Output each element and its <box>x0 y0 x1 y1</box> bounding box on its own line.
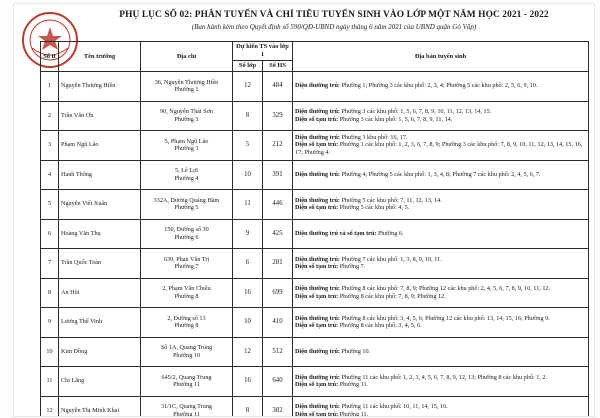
header-area: Địa bàn tuyển sinh <box>293 42 589 72</box>
row-stt: 2 <box>41 101 59 131</box>
row-school: Chi Lăng <box>59 367 141 397</box>
row-classes: 8 <box>233 396 263 416</box>
row-students: 446 <box>263 190 293 220</box>
row-classes: 16 <box>233 367 263 397</box>
row-address: 2, Đường số 13 Phường 8 <box>141 308 233 338</box>
row-students: 425 <box>263 219 293 249</box>
row-address: 5, Phạm Ngũ Lão Phường 3 <box>141 131 233 161</box>
row-students: 329 <box>263 101 293 131</box>
row-address: 150, Đường số 30 Phường 6 <box>141 219 233 249</box>
row-stt: 12 <box>41 396 59 416</box>
row-address: Số 1A, Quang Trung Phường 10 <box>141 337 233 367</box>
table-row <box>41 160 589 190</box>
row-area: Diện thường trú: Phường 8 các khu phố: 7, 8, 9; Phường 12 các khu phố: 2, 4, 5, 6, 7, 8, 9, 10, 11, 12. Diện số tạm trú: Phường 8 các khu phố: 7, 8, 9; Phường 12. <box>293 278 589 308</box>
row-address: 31/1C, Quang Trung Phường 11 <box>141 396 233 416</box>
row-classes: 10 <box>233 160 263 190</box>
row-classes: 12 <box>233 337 263 367</box>
row-school: Hoàng Văn Thụ <box>59 219 141 249</box>
header-school: Tên trường <box>59 42 141 72</box>
row-area: Diện thường trú: Phường 11 các khu phố: 1, 2, 3, 4, 5, 6, 7, 8, 9, 12, 13; Phường 8 các khu phố: 1, 2. Diện số tạm trú: Phường 11. <box>293 367 589 397</box>
document-subtitle: (Ban hành kèm theo Quyết định số 590/QĐ-UBND ngày tháng 6 năm 2021 của UBND quận Gò Vấp) <box>191 23 477 31</box>
table-row <box>41 396 589 416</box>
document-title: PHỤ LỤC SỐ 02: PHÂN TUYẾN VÀ CHỈ TIÊU TUYỂN SINH VÀO LỚP MỘT NĂM HỌC 2021 - 2022 <box>119 10 549 20</box>
row-stt: 6 <box>41 219 59 249</box>
header-students: Số HS <box>263 61 293 72</box>
row-school: Kim Đồng <box>59 337 141 367</box>
row-school: An Hội <box>59 278 141 308</box>
row-address: 639, Phan Văn Trị Phường 7 <box>141 249 233 279</box>
enrollment-table <box>40 41 589 416</box>
row-address: 332A, Dương Quảng Hàm Phường 5 <box>141 190 233 220</box>
row-classes: 5 <box>233 131 263 161</box>
table-row <box>41 219 589 249</box>
row-stt: 4 <box>41 160 59 190</box>
row-school: Trần Văn Ơn <box>59 101 141 131</box>
row-students: 640 <box>263 367 293 397</box>
table-row <box>41 278 589 308</box>
header-forecast: Dự kiến TS vào lớp 1 <box>233 42 293 61</box>
row-area: Diện thường trú và số tạm trú: Phường 6. <box>293 219 589 249</box>
table-row <box>41 337 589 367</box>
row-students: 382 <box>263 396 293 416</box>
row-school: Nguyễn Thượng Hiền <box>59 72 141 102</box>
row-classes: 9 <box>233 219 263 249</box>
row-area: Diện thường trú: Phường 8 các khu phố: 3, 4, 5, 6; Phường 12 các khu phố: 13, 14, 15, 16; Phường 9. Diện số tạm trú: Phường 8 các khu phố: 3, 4, 5, 6. <box>293 308 589 338</box>
row-stt: 3 <box>41 131 59 161</box>
row-area: Diện thường trú: Phường 3 các khu phố: 1, 5, 6, 7, 8, 9, 10, 11, 12, 13, 14, 15. Diện số tạm trú: Phường 3 các khu phố: 1, 5, 6, 7, 8, 9, 11, 14. <box>293 101 589 131</box>
table-row <box>41 367 589 397</box>
row-students: 512 <box>263 337 293 367</box>
row-area: Diện thường trú: Phường 10. <box>293 337 589 367</box>
row-school: Lương Thế Vinh <box>59 308 141 338</box>
row-address: 36, Nguyễn Thượng Hiền Phường 1 <box>141 72 233 102</box>
row-school: Nguyễn Thị Minh Khai <box>59 396 141 416</box>
row-address: 2, Phạm Văn Chiêu Phường 8 <box>141 278 233 308</box>
row-classes: 6 <box>233 249 263 279</box>
row-classes: 11 <box>233 190 263 220</box>
row-stt: 7 <box>41 249 59 279</box>
table-row <box>41 308 589 338</box>
row-school: Trần Quốc Toản <box>59 249 141 279</box>
row-students: 484 <box>263 72 293 102</box>
header-stt: Số tt <box>41 42 59 72</box>
row-area: Diện thường trú: Phường 11 các khu phố: 10, 11, 14, 15, 16. Diện số tạm trú: Phường 11. <box>293 396 589 416</box>
row-address: 90, Nguyễn Thái Sơn Phường 3 <box>141 101 233 131</box>
row-stt: 10 <box>41 337 59 367</box>
table-row <box>41 131 589 161</box>
row-students: 699 <box>263 278 293 308</box>
row-stt: 1 <box>41 72 59 102</box>
row-school: Phạm Ngũ Lão <box>59 131 141 161</box>
row-students: 212 <box>263 131 293 161</box>
row-address: 645/2, Quang Trung Phường 11 <box>141 367 233 397</box>
table-row <box>41 72 589 102</box>
row-classes: 16 <box>233 278 263 308</box>
row-students: 281 <box>263 249 293 279</box>
row-school: Nguyễn Viết Xuân <box>59 190 141 220</box>
row-area: Diện thường trú: Phường 7 các khu phố: 1, 3, 8, 9, 10, 11. Diện số tạm trú: Phường 7. <box>293 249 589 279</box>
row-area: Diện thường trú: Phường 5 các khu phố: 7, 11, 12, 13, 14. Diện số tạm trú: Phường 5 các khu phố: 4, 5. <box>293 190 589 220</box>
row-area: Diện thường trú: Phường 3 khu phố: 16, 17. Diện số tạm trú: Phường 1 các khu phố: 1, 2, 3, 6, 7, 8, 9; Phường 3 các khu phố: 7, 8, 9, 10, 11, 12, 13, 14, 15, 16, 17; Phường 4. <box>293 131 589 161</box>
table-row <box>41 101 589 131</box>
row-stt: 11 <box>41 367 59 397</box>
row-stt: 9 <box>41 308 59 338</box>
document-page <box>14 4 594 416</box>
row-stt: 8 <box>41 278 59 308</box>
row-students: 410 <box>263 308 293 338</box>
row-area: Diện thường trú: Phường 4; Phường 5 các khu phố: 1, 3, 4, 8; Phường 7 các khu phố: 2, 4, 5, 6, 7. <box>293 160 589 190</box>
row-classes: 10 <box>233 308 263 338</box>
row-area: Diện thường trú: Phường 1; Phường 3 các khu phố: 2, 3, 4; Phường 5 các khu phố: 2, 5, 6, 9, 10. <box>293 72 589 102</box>
header-classes: Số lớp <box>233 61 263 72</box>
table-row <box>41 249 589 279</box>
table-row <box>41 190 589 220</box>
row-students: 391 <box>263 160 293 190</box>
row-school: Hanh Thông <box>59 160 141 190</box>
row-address: 5, Lê Lợi Phường 4 <box>141 160 233 190</box>
row-stt: 5 <box>41 190 59 220</box>
row-classes: 8 <box>233 101 263 131</box>
row-classes: 12 <box>233 72 263 102</box>
header-address: Địa chỉ <box>141 42 233 72</box>
